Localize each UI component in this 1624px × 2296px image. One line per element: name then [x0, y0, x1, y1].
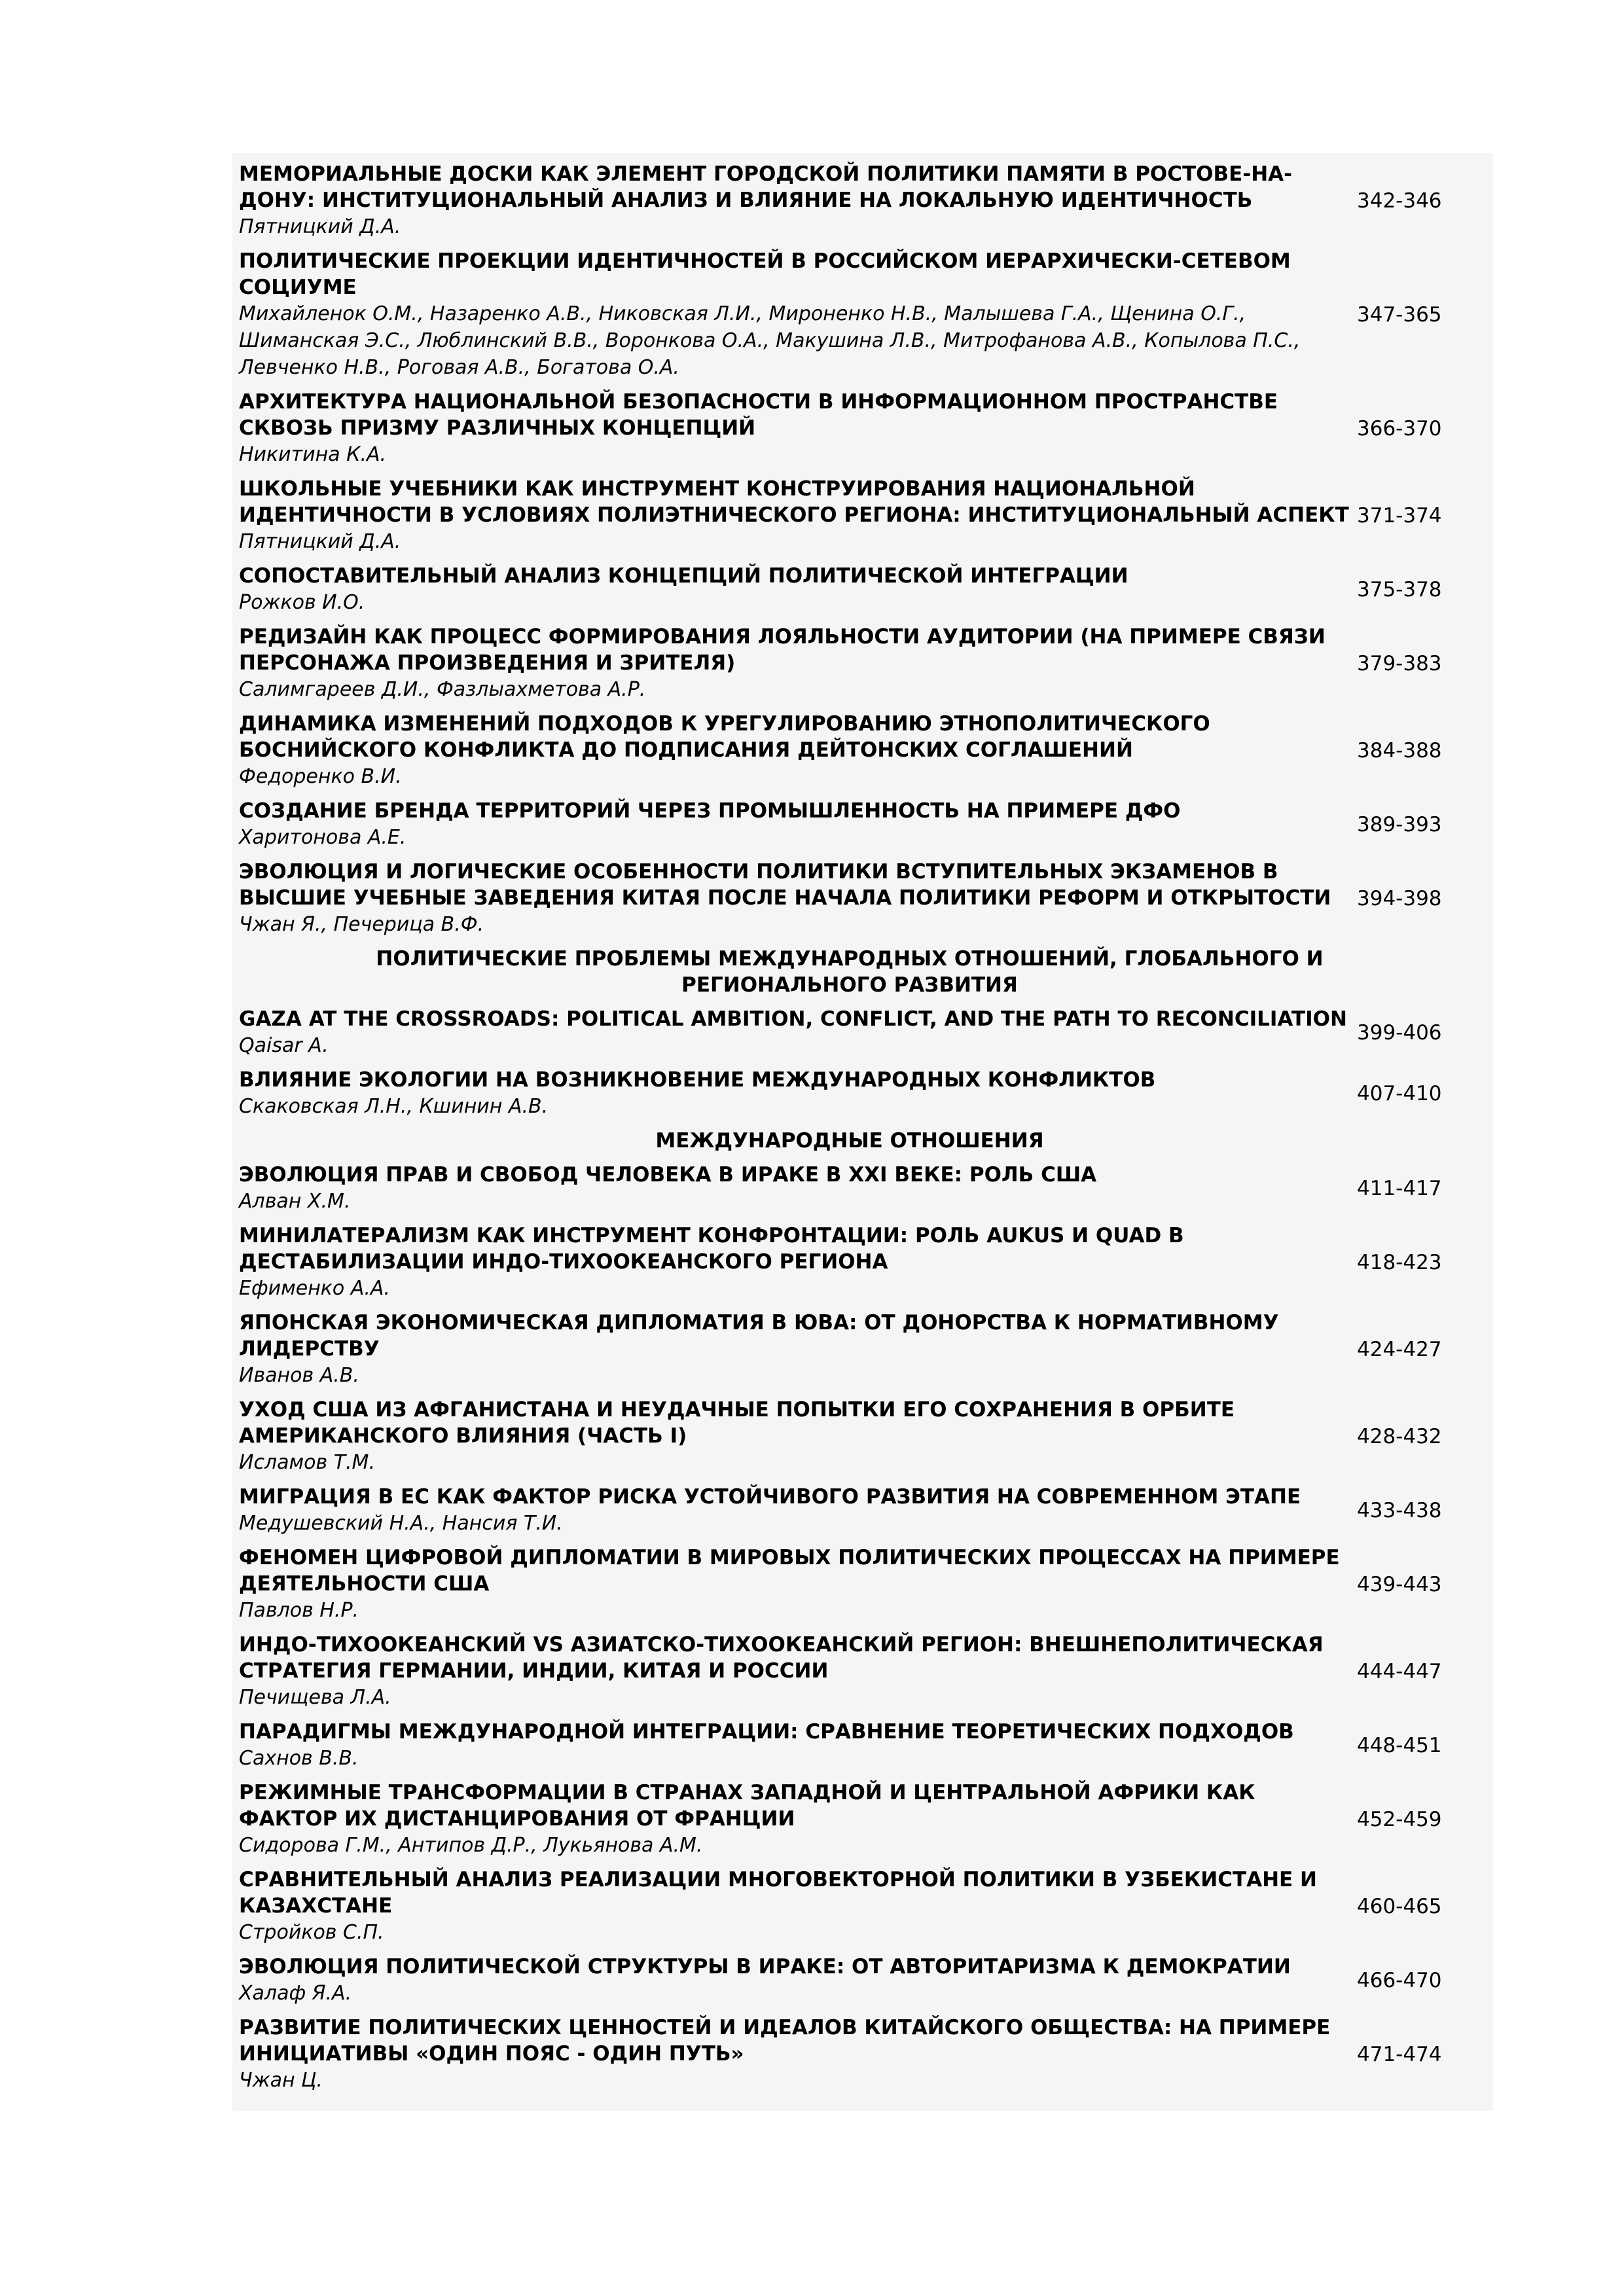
- entry-authors: Михайленок О.М., Назаренко А.В., Никовская Л.И., Мироненко Н.В., Малышева Г.А., Щенина О.Г., Шиманская Э.С., Люблинский В.В., Воронкова О.А., Макушина Л.В., Митрофанова А.В., Копылова П.С., Левченко Н.В., Роговая А.В., Богатова О.А.: [239, 302, 1301, 379]
- entry-title: ШКОЛЬНЫЕ УЧЕБНИКИ КАК ИНСТРУМЕНТ КОНСТРУИРОВАНИЯ НАЦИОНАЛЬНОЙ ИДЕНТИЧНОСТИ В УСЛОВИЯХ ПОЛИЭТНИЧЕСКОГО РЕГИОНА: ИНСТИТУЦИОНАЛЬНЫЙ АСПЕКТ: [239, 477, 1349, 527]
- entry-authors: Чжан Ц.: [239, 2069, 323, 2092]
- entry-text: [239, 1162, 1352, 1215]
- entry-authors: Никитина К.А.: [239, 443, 387, 466]
- toc-entry: [239, 161, 1493, 240]
- entry-title: ДИНАМИКА ИЗМЕНЕНИЙ ПОДХОДОВ К УРЕГУЛИРОВАНИЮ ЭТНОПОЛИТИЧЕСКОГО БОСНИЙСКОГО КОНФЛИКТА ДО ПОДПИСАНИЯ ДЕЙТОНСКИХ СОГЛАШЕНИЙ: [239, 712, 1210, 762]
- entry-pages: 366-370: [1357, 416, 1442, 440]
- entry-text: [239, 1780, 1352, 1859]
- entry-pages: 439-443: [1357, 1572, 1442, 1596]
- entry-authors: Стройков С.П.: [239, 1921, 384, 1944]
- toc-entry: [239, 1484, 1493, 1537]
- table-of-contents: [232, 153, 1493, 2111]
- entry-title: ПАРАДИГМЫ МЕЖДУНАРОДНОЙ ИНТЕГРАЦИИ: СРАВНЕНИЕ ТЕОРЕТИЧЕСКИХ ПОДХОДОВ: [239, 1720, 1294, 1744]
- entry-title: GAZA AT THE CROSSROADS: POLITICAL AMBITION, CONFLICT, AND THE PATH TO RECONCILIATION: [239, 1007, 1347, 1031]
- entry-pages: 342-346: [1357, 188, 1442, 213]
- entry-pages: 375-378: [1357, 577, 1442, 601]
- entry-text: [239, 711, 1352, 790]
- entry-authors: Иванов А.В.: [239, 1364, 359, 1387]
- toc-entry: [239, 1719, 1493, 1772]
- entry-text: [239, 1867, 1352, 1946]
- entry-title: МИГРАЦИЯ В ЕС КАК ФАКТОР РИСКА УСТОЙЧИВОГО РАЗВИТИЯ НА СОВРЕМЕННОМ ЭТАПЕ: [239, 1485, 1301, 1509]
- toc-entry: [239, 1545, 1493, 1624]
- entry-title: ЭВОЛЮЦИЯ ПОЛИТИЧЕСКОЙ СТРУКТУРЫ В ИРАКЕ: ОТ АВТОРИТАРИЗМА К ДЕМОКРАТИИ: [239, 1955, 1291, 1979]
- entry-authors: Ефименко А.А.: [239, 1277, 390, 1300]
- toc-entry: [239, 476, 1493, 555]
- entry-pages: 384-388: [1357, 738, 1442, 762]
- toc-entry: [239, 859, 1493, 938]
- entry-text: [239, 859, 1352, 938]
- entry-text: [239, 798, 1352, 851]
- toc-entry: [239, 1780, 1493, 1859]
- entry-title: ФЕНОМЕН ЦИФРОВОЙ ДИПЛОМАТИИ В МИРОВЫХ ПОЛИТИЧЕСКИХ ПРОЦЕССАХ НА ПРИМЕРЕ ДЕЯТЕЛЬНОСТИ США: [239, 1546, 1340, 1596]
- entry-text: [239, 1484, 1352, 1537]
- entry-authors: Федоренко В.И.: [239, 765, 402, 788]
- entry-title: РЕЖИМНЫЕ ТРАНСФОРМАЦИИ В СТРАНАХ ЗАПАДНОЙ И ЦЕНТРАЛЬНОЙ АФРИКИ КАК ФАКТОР ИХ ДИСТАНЦИРОВАНИЯ ОТ ФРАНЦИИ: [239, 1781, 1255, 1831]
- entry-authors: Харитонова А.Е.: [239, 826, 406, 849]
- toc-entry: [239, 1632, 1493, 1711]
- entry-text: [239, 248, 1352, 381]
- entry-authors: Скаковская Л.Н., Кшинин А.В.: [239, 1095, 549, 1118]
- entry-title: СРАВНИТЕЛЬНЫЙ АНАЛИЗ РЕАЛИЗАЦИИ МНОГОВЕКТОРНОЙ ПОЛИТИКИ В УЗБЕКИСТАНЕ И КАЗАХСТАНЕ: [239, 1868, 1317, 1918]
- entry-text: [239, 1397, 1352, 1476]
- section-heading: МЕЖДУНАРОДНЫЕ ОТНОШЕНИЯ: [655, 1129, 1044, 1153]
- entry-authors: Пятницкий Д.А.: [239, 530, 401, 553]
- entry-title: ЯПОНСКАЯ ЭКОНОМИЧЕСКАЯ ДИПЛОМАТИЯ В ЮВА: ОТ ДОНОРСТВА К НОРМАТИВНОМУ ЛИДЕРСТВУ: [239, 1311, 1279, 1361]
- toc-entry: [239, 1162, 1493, 1215]
- entry-title: РЕДИЗАЙН КАК ПРОЦЕСС ФОРМИРОВАНИЯ ЛОЯЛЬНОСТИ АУДИТОРИИ (НА ПРИМЕРЕ СВЯЗИ ПЕРСОНАЖА ПРОИЗВЕДЕНИЯ И ЗРИТЕЛЯ): [239, 625, 1326, 675]
- entry-text: [239, 1954, 1352, 2007]
- entry-pages: 399-406: [1357, 1020, 1442, 1045]
- entry-title: МИНИЛАТЕРАЛИЗМ КАК ИНСТРУМЕНТ КОНФРОНТАЦИИ: РОЛЬ AUKUS И QUAD В ДЕСТАБИЛИЗАЦИИ ИНДО-ТИХООКЕАНСКОГО РЕГИОНА: [239, 1224, 1184, 1274]
- entry-pages: 347-365: [1357, 302, 1442, 327]
- entry-authors: Исламов Т.М.: [239, 1451, 375, 1474]
- entry-title: ВЛИЯНИЕ ЭКОЛОГИИ НА ВОЗНИКНОВЕНИЕ МЕЖДУНАРОДНЫХ КОНФЛИКТОВ: [239, 1068, 1156, 1092]
- section-heading: ПОЛИТИЧЕСКИЕ ПРОБЛЕМЫ МЕЖДУНАРОДНЫХ ОТНОШЕНИЙ, ГЛОБАЛЬНОГО И РЕГИОНАЛЬНОГО РАЗВИТИЯ: [376, 947, 1324, 997]
- entry-title: АРХИТЕКТУРА НАЦИОНАЛЬНОЙ БЕЗОПАСНОСТИ В ИНФОРМАЦИОННОМ ПРОСТРАНСТВЕ СКВОЗЬ ПРИЗМУ РАЗЛИЧНЫХ КОНЦЕПЦИЙ: [239, 390, 1278, 440]
- entry-text: [239, 1545, 1352, 1624]
- entry-pages: 379-383: [1357, 651, 1442, 675]
- entry-title: СОПОСТАВИТЕЛЬНЫЙ АНАЛИЗ КОНЦЕПЦИЙ ПОЛИТИЧЕСКОЙ ИНТЕГРАЦИИ: [239, 564, 1128, 588]
- entry-text: [239, 624, 1352, 703]
- entry-authors: Сахнов В.В.: [239, 1747, 359, 1770]
- toc-entry: [239, 1397, 1493, 1476]
- entry-pages: 460-465: [1357, 1894, 1442, 1918]
- toc-entry: [239, 711, 1493, 790]
- entry-title: ЭВОЛЮЦИЯ И ЛОГИЧЕСКИЕ ОСОБЕННОСТИ ПОЛИТИКИ ВСТУПИТЕЛЬНЫХ ЭКЗАМЕНОВ В ВЫСШИЕ УЧЕБНЫЕ ЗАВЕДЕНИЯ КИТАЯ ПОСЛЕ НАЧАЛА ПОЛИТИКИ РЕФОРМ И ОТКРЫТОСТИ: [239, 860, 1331, 910]
- toc-entry: [239, 1006, 1493, 1059]
- entry-pages: 428-432: [1357, 1424, 1442, 1448]
- entry-pages: 452-459: [1357, 1807, 1442, 1831]
- toc-entry: [239, 1223, 1493, 1302]
- entry-pages: 418-423: [1357, 1250, 1442, 1274]
- entry-pages: 471-474: [1357, 2042, 1442, 2066]
- entry-title: ЭВОЛЮЦИЯ ПРАВ И СВОБОД ЧЕЛОВЕКА В ИРАКЕ В XXI ВЕКЕ: РОЛЬ США: [239, 1163, 1097, 1187]
- toc-entry: [239, 1310, 1493, 1389]
- entry-text: [239, 161, 1352, 240]
- entry-pages: 444-447: [1357, 1659, 1442, 1683]
- toc-entry: [239, 1867, 1493, 1946]
- entry-text: [239, 1310, 1352, 1389]
- toc-entry: [239, 248, 1493, 381]
- entry-pages: 389-393: [1357, 812, 1442, 836]
- entry-authors: Сидорова Г.М., Антипов Д.Р., Лукьянова А.М.: [239, 1834, 703, 1857]
- entry-text: [239, 476, 1352, 555]
- entry-pages: 448-451: [1357, 1733, 1442, 1757]
- entry-text: [239, 2015, 1352, 2094]
- entry-pages: 411-417: [1357, 1176, 1442, 1200]
- entry-text: [239, 1719, 1352, 1772]
- entry-authors: Qaisar A.: [239, 1034, 329, 1057]
- entry-title: ПОЛИТИЧЕСКИЕ ПРОЕКЦИИ ИДЕНТИЧНОСТЕЙ В РОССИЙСКОМ ИЕРАРХИЧЕСКИ-СЕТЕВОМ СОЦИУМЕ: [239, 249, 1291, 299]
- entry-pages: 394-398: [1357, 886, 1442, 910]
- toc-entry: [239, 2015, 1493, 2094]
- entry-text: [239, 389, 1352, 468]
- toc-entry: [239, 563, 1493, 616]
- toc-entry: [239, 389, 1493, 468]
- entry-pages: 433-438: [1357, 1498, 1442, 1522]
- entry-authors: Печищева Л.А.: [239, 1686, 391, 1709]
- entry-text: [239, 1006, 1352, 1059]
- entry-text: [239, 563, 1352, 616]
- toc-entry: [239, 1954, 1493, 2007]
- entry-authors: Алван Х.М.: [239, 1190, 351, 1213]
- entry-pages: 466-470: [1357, 1968, 1442, 1992]
- entry-authors: Медушевский Н.А., Нансия Т.И.: [239, 1512, 563, 1535]
- entry-title: ИНДО-ТИХООКЕАНСКИЙ VS АЗИАТСКО-ТИХООКЕАНСКИЙ РЕГИОН: ВНЕШНЕПОЛИТИЧЕСКАЯ СТРАТЕГИЯ ГЕРМАНИИ, ИНДИИ, КИТАЯ И РОССИИ: [239, 1633, 1324, 1683]
- entry-authors: Рожков И.О.: [239, 591, 365, 614]
- entry-authors: Пятницкий Д.А.: [239, 215, 401, 238]
- toc-entry: [239, 624, 1493, 703]
- entry-title: СОЗДАНИЕ БРЕНДА ТЕРРИТОРИЙ ЧЕРЕЗ ПРОМЫШЛЕННОСТЬ НА ПРИМЕРЕ ДФО: [239, 799, 1181, 823]
- entry-authors: Салимгареев Д.И., Фазлыахметова А.Р.: [239, 678, 646, 701]
- toc-entry: [239, 1067, 1493, 1120]
- entry-authors: Чжан Я., Печерица В.Ф.: [239, 913, 484, 936]
- entry-pages: 424-427: [1357, 1337, 1442, 1361]
- entry-title: УХОД США ИЗ АФГАНИСТАНА И НЕУДАЧНЫЕ ПОПЫТКИ ЕГО СОХРАНЕНИЯ В ОРБИТЕ АМЕРИКАНСКОГО ВЛИЯНИЯ (ЧАСТЬ I): [239, 1398, 1235, 1448]
- toc-entry: [239, 798, 1493, 851]
- entry-title: РАЗВИТИЕ ПОЛИТИЧЕСКИХ ЦЕННОСТЕЙ И ИДЕАЛОВ КИТАЙСКОГО ОБЩЕСТВА: НА ПРИМЕРЕ ИНИЦИАТИВЫ «ОДИН ПОЯС - ОДИН ПУТЬ»: [239, 2016, 1331, 2066]
- entry-title: МЕМОРИАЛЬНЫЕ ДОСКИ КАК ЭЛЕМЕНТ ГОРОДСКОЙ ПОЛИТИКИ ПАМЯТИ В РОСТОВЕ-НА-ДОНУ: ИНСТИТУЦИОНАЛЬНЫЙ АНАЛИЗ И ВЛИЯНИЕ НА ЛОКАЛЬНУЮ ИДЕНТИЧНОСТЬ: [239, 162, 1293, 212]
- entry-authors: Халаф Я.А.: [239, 1982, 352, 2005]
- entry-text: [239, 1223, 1352, 1302]
- entry-text: [239, 1067, 1352, 1120]
- entry-authors: Павлов Н.Р.: [239, 1599, 359, 1622]
- entry-pages: 371-374: [1357, 503, 1442, 528]
- entry-text: [239, 1632, 1352, 1711]
- entry-pages: 407-410: [1357, 1081, 1442, 1105]
